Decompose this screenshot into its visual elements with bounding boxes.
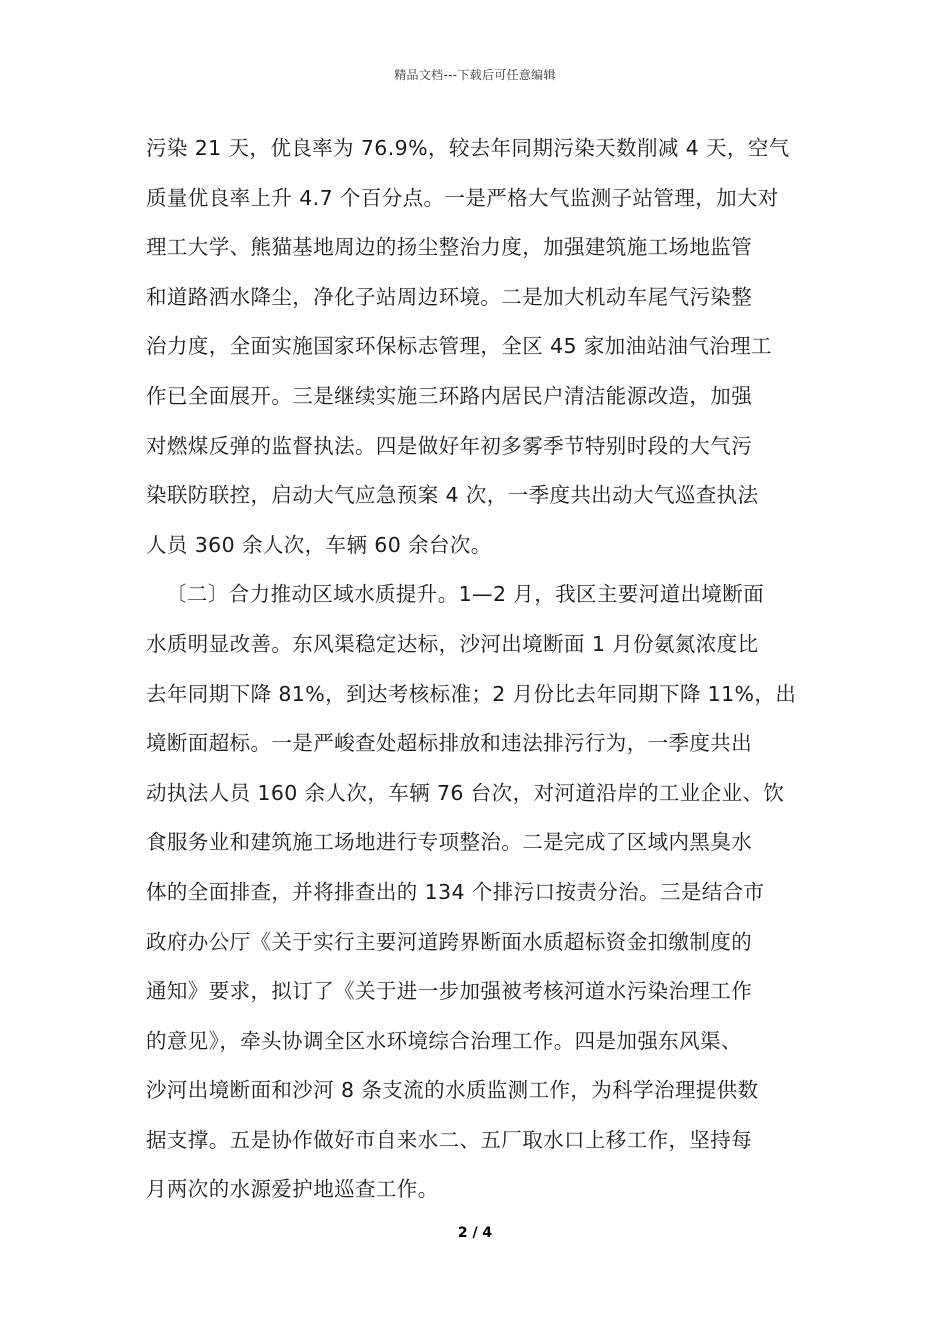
body-line: 和道路洒水降尘，净化子站周边环境。二是加大机动车尾气污染整: [146, 284, 753, 309]
body-line: 水质明显改善。东风渠稳定达标，沙河出境断面 1 月份氨氮浓度比: [146, 631, 759, 656]
body-line: 质量优良率上升 4.7 个百分点。一是严格大气监测子站管理，加大对: [146, 185, 779, 210]
body-line: 动执法人员 160 余人次，车辆 76 台次，对河道沿岸的工业企业、饮: [146, 780, 785, 805]
page-header: 精品文档---下载后可任意编辑: [394, 68, 556, 82]
section-heading-line: 〔二〕合力推动区域水质提升。1—2 月，我区主要河道出境断面: [166, 582, 765, 607]
body-line: 的意见》，牵头协调全区水环境综合治理工作。四是加强东风渠、: [146, 1028, 742, 1053]
page-number: 2 / 4: [457, 1225, 493, 1241]
body-line: 理工大学、熊猫基地周边的扬尘整治力度，加强建筑施工场地监管: [146, 235, 753, 260]
body-line: 政府办公厅《关于实行主要河道跨界断面水质超标资金扣缴制度的: [146, 929, 753, 954]
body-line: 据支撑。五是协作做好市自来水二、五厂取水口上移工作，坚持每: [146, 1127, 753, 1152]
body-line: 通知》要求，拟订了《关于进一步加强被考核河道水污染治理工作: [146, 979, 753, 1004]
body-line: 体的全面排查，并将排查出的 134 个排污口按责分治。三是结合市: [146, 879, 765, 904]
body-line: 月两次的水源爱护地巡查工作。: [146, 1177, 439, 1202]
body-line: 沙河出境断面和沙河 8 条支流的水质监测工作，为科学治理提供数: [146, 1078, 759, 1103]
body-line: 治力度，全面实施国家环保标志管理，全区 45 家加油站油气治理工: [146, 334, 772, 359]
body-line: 污染 21 天，优良率为 76.9%，较去年同期污染天数削减 4 天，空气: [146, 136, 790, 160]
body-line: 对燃煤反弹的监督执法。四是做好年初多雾季节特别时段的大气污: [146, 433, 753, 458]
body-line: 人员 360 余人次，车辆 60 余台次。: [146, 532, 492, 557]
body-line: 作已全面展开。三是继续实施三环路内居民户清洁能源改造，加强: [146, 383, 753, 408]
body-line: 食服务业和建筑施工场地进行专项整治。二是完成了区域内黑臭水: [146, 830, 753, 855]
body-line: 染联防联控，启动大气应急预案 4 次，一季度共出动大气巡查执法: [146, 483, 759, 508]
body-line: 去年同期下降 81%，到达考核标准；2 月份比去年同期下降 11%，出: [146, 681, 797, 706]
body-line: 境断面超标。一是严峻查处超标排放和违法排污行为，一季度共出: [146, 731, 753, 756]
document-body: [146, 128, 806, 1219]
